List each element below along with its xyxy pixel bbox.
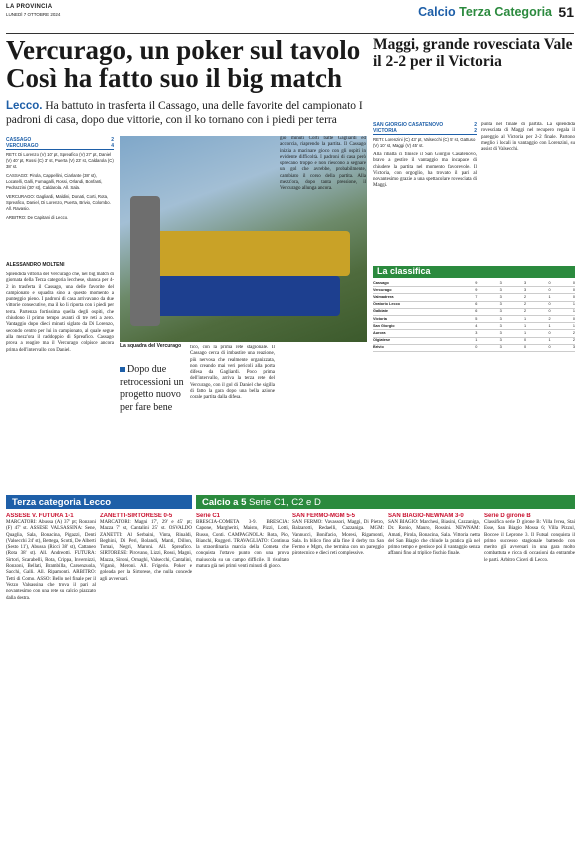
photo-caption: La squadra del Vercurago [120,343,182,349]
side-scorers: RETI: Lorenzini (C) 43' pt, Valsecchi (C) 5' st, Gattuso (V) 10' st, Maggi (V) 45' st. [373,137,476,148]
referee: ARBITRO: De Capitani di Lecco. [6,215,69,220]
side-score-home: SAN GIORGIO CASATENOVO 2 [373,122,477,128]
main-body-col1: Splendida vittoria del Vercurago che, nel big match di giornata della Terza categoria lecchese, sbanca per 4-2 in trasferta il Cassago, una delle favorite del campionato e squadra sino a questo momento a punteggio pieno. I padroni di casa arrivavano da due vittorie consecutive, ma il ko li riporta con i piedi per terra. Partenza fortissima quella degli ospiti, che chiudono il primo tempo avanti di tre reti a zero. Vantaggio dopo dieci minuti siglato da Di Lorenzo, secondo centro per lui in campionato, al quale segue alla mezz'ora il raddoppio di Spreafico. Cassago prova a reagire ma il Vercurago colpisce ancora prima dell'intervallo con Daniel. [6,272,114,353]
issue-date: LUNEDÌ 7 OTTOBRE 2024 [6,12,61,17]
standing-stat: 0 [524,338,527,343]
standing-row [373,280,575,287]
standing-row [373,302,575,309]
standing-stat: 3 [499,345,502,350]
standing-stat: 3 [499,302,502,307]
standing-stat: 0 [572,287,575,292]
standing-row [373,309,575,316]
standing-stat: 3 [499,330,502,335]
standing-stat: 3 [524,280,527,285]
standing-stat: 1 [524,316,527,321]
section-title: Calcio Terza Categoria [418,5,552,19]
bottom-col5: SAN BIAGIO-NEWNAM 3-0 SAN BIAGIO: Marchesi, Biasini, Cazzaniga, Dr. Ronio, Mauro, Rossini. NEWNAM: Amati, Pirola, Bonacina, Sala. Vittoria netta del San Biagio che chiude la pratica già nel primo tempo e gestisce poi il vantaggio senza affanni fino al triplice fischio finale. [388,513,480,557]
standing-stat: 0 [548,287,551,292]
standing-stat: 4 [475,323,478,328]
standing-stat: 2 [572,338,575,343]
standing-stat: 2 [524,309,527,314]
section-band-futsal: Calcio a 5 Serie C1, C2 e D [196,495,575,509]
side-score-away: VICTORIA 2 [373,128,477,134]
standing-stat: 0 [548,302,551,307]
standing-team: Oratorio Lecco [373,302,401,307]
standing-stat: 3 [499,287,502,292]
pull-quote: Dopo due retrocessioni un progetto nuovo per fare bene [120,364,184,413]
lineup-away: VERCURAGO: Gagliardi, Maldini, Donati, Corti, Rota, Spreafico, Daniel, Di Lorenzo, Puerta, Brivio, Colombo. All. Ravasio. [6,194,111,211]
side-headline: Maggi, grande rovesciata Vale il 2-2 per il Victoria [373,36,573,70]
standing-team: Vercurago [373,287,392,292]
standing-stat: 0 [572,294,575,299]
lineup-home: CASSAGO: Pirola, Cappellini, Ciarlante (38' st), Locatelli, Galli, Fumagalli, Rossi, Orlandi, Bonfanti, Pedrazzini (30' st), Caldarola. All. Sala. [6,173,103,190]
standing-stat: 3 [572,345,575,350]
standing-team: Valmadrera [373,294,394,299]
standing-stat: 7 [475,294,478,299]
standing-stat: 0 [548,280,551,285]
standing-team: Victoria [373,316,387,321]
standing-stat: 0 [572,280,575,285]
standing-stat: 2 [548,316,551,321]
standing-stat: 1 [475,338,478,343]
standing-row [373,323,575,330]
bottom-col2: ZANETTI-SIRTORESE 0-5 MARCATORI: Magni 17', 29' e 45' pt; Mazza 7' st, Cantalini 25' st. OSVALDO ZANETTI: Al Serbaini, Vinta, Rinaldi, Beghini, Di Peri, Bolandi, Manti, Dillon, Tomai, Negri, Maroni. All. Spreafico. SIRTORESE: Pirovano, Lizzi, Rossi, Magni, Mazza, Sironi, Ornaghi, Valsecchi, Cantalini, Viganò, Meroni. All. Frigerio. Poker e goleada per la Sirtorese, che nulla concede agli avversari. [100,513,192,582]
standing-team: San Giorgio [373,323,395,328]
standing-stat: 2 [572,330,575,335]
standing-stat: 0 [548,345,551,350]
standing-stat: 3 [499,323,502,328]
standing-row [373,287,575,294]
standing-stat: 5 [475,316,478,321]
standing-team: Cassago [373,280,389,285]
standing-stat: 3 [499,294,502,299]
side-match-box [373,122,477,262]
main-lead: Lecco. Ha battuto in trasferta il Cassago, una delle favorite del campionato I padroni di casa, dopo due vittorie, con il ko tornano con i piedi per terra [6,100,363,126]
standing-team: Aurora [373,330,386,335]
match-box [6,137,114,257]
standing-stat: 6 [475,302,478,307]
standing-stat: 0 [524,345,527,350]
standing-stat: 6 [475,309,478,314]
standing-stat: 3 [499,280,502,285]
standings-band: La classifica [373,266,575,278]
standing-stat: 9 [475,287,478,292]
score-row-away: VERCURAGO 4 [6,143,114,149]
standings-rows [373,280,575,352]
standing-stat: 1 [524,330,527,335]
standing-team: Galbiate [373,309,388,314]
standing-row [373,316,575,323]
main-body-col2: fico, con la prima rete stagionale. Il Cassago cerca di imbastire una reazione, più nervosa che realmente organizzata, non creando mai veri pericoli alla porta difesa da Gagliardi. Poco prima dell'intervallo, arriva la terza rete del Vercurago, con il gol di Daniel che sigilla di fatto la gara dopo una bella azione corale partita dalla difesa. [190,345,275,401]
standing-team: Brivio [373,345,384,350]
standing-stat: 3 [524,287,527,292]
bottom-col1: ASSESE V. FUTURA 1-1 MARCATORI: Abussa (A) 37' pt; Ronzoni (F) 47' st. ASSESE VALSASSINA: Sene, Quaglia, Sala, Bonacina, Pigazzi, Denti (Valsecchi 24' st), Bettega, Scotti, De Alberti (Sesto 11'), Abussa (Ricci 38' st), Cattaneo (Rota 38' st). All. Andreotti. FUTURA: Sirtori, Scarabelli, Rota, Crippa, Invernizzi, Ronzoni, Bellati, Brambilla, Carsenzuola, Sacchi, Galli. All. Ripamonti. ARBITRO: Tetti di Como. ASSO: Bello nel finale per il Vezzo Valsassina che trova il pari al novantesimo con una rete su calcio piazzato dalla destra. [6,513,96,601]
standing-stat: 1 [548,338,551,343]
standing-stat: 1 [572,323,575,328]
standing-team: Olgiatese [373,338,391,343]
standing-stat: 3 [499,316,502,321]
main-body-col3: gio minuti Corti batte Gagliardi ed accorcia, riaprendo la partita. Il Cassago inizia a macinare gioco con gli ospiti in evidente difficoltà. I padroni di casa però sprecano troppo e non riescono a segnare un gol che avrebbe, probabilmente, cambiato il corso della partita. Alla mezz'ora, dopo tanta pressione, il Vercurago allunga ancora. [280,136,366,192]
standing-stat: 1 [548,323,551,328]
bottom-col3: Serie C1 BRESCIA-COMETA 3-9. BRESCIA: Capone, Margheriti, Maisto, Pizzi, Lotti, Russo, Conti. CAMPAGNOLA: Rota, Pio, Bianchi, Ruggeri. TRAVAGLIATO: Continua la straordinaria marcia della Cometa che conquista l'ottavo punto con una prova maiuscola su un campo difficile. Il risultato matura già nei primi venti minuti di gioco. [196,513,289,570]
standing-row [373,294,575,301]
side-body-col2: punta nel finale di partita. La splendida rovesciata di Maggi nel recupero regala il pareggio al Victoria per 2-2 finale. Partono meglio i locali in vantaggio con Lorenzini, su assist di Valsecchi. [481,122,575,153]
standing-stat: 3 [475,330,478,335]
standing-stat: 0 [475,345,478,350]
standing-stat: 2 [524,294,527,299]
standings-table [373,280,575,490]
side-body: Alla ribalta ci finisce il San Giorgio Casatenovo, bravo a gestire il vantaggio ma incapace di chiudere la partita nel momento favorevole. Il Victoria, con orgoglio, ha trovato il pari al novantesimo grazie a una spettacolare rovesciata di Maggi. [373,152,477,189]
standing-stat: 1 [572,309,575,314]
standing-row [373,338,575,345]
standing-stat: 1 [572,302,575,307]
bottom-col4: SAN FERMO-MGM 5-5 SAN FERMO: Vavassori, Maggi, Di Pietro, Balzarotti, Redaelli, Cazzaniga. MGM: Vannucci, Bonifacio, Moresi, Rigamonti, Sala. In bilico fino alla fine il derby tra San Fermo e Mgm, che termina con un pareggio pirotecnico e dieci reti complessive. [292,513,384,557]
standing-stat: 0 [548,309,551,314]
page-header [6,4,574,34]
author-line: ALESSANDRO MOLTENI [6,262,65,268]
bottom-col6: Serie D girone B Classifica serie D girone B: Villa Ivrea, Stai Esse, San Biagio Mossa 6; Villa Pizzul, Boccee il Leprone 3. Il Futsal conquista il primo successo stagionale battendo con merito gli avversari in una gara molto combattuta e ricca di occasioni da entrambe le parti. Arbitro Ciceri di Lecco. [484,513,575,563]
standing-stat: 0 [572,316,575,321]
page-number: 51 [558,4,574,20]
standing-row [373,330,575,337]
standing-stat: 9 [475,280,478,285]
scorers: RETI: Di Lorenzo (V) 10' pt, Spreafico (V) 27' pt, Daniel (V) 40' pt, Rossi (C) 3' st, Puerta (V) 23' st, Caldarola (C) 38' st. [6,152,114,169]
standing-stat: 2 [524,302,527,307]
standing-stat: 3 [499,338,502,343]
score-row-home: CASSAGO 2 [6,137,114,143]
newspaper-name: LA PROVINCIA [6,4,53,10]
standing-stat: 3 [499,309,502,314]
standing-stat: 1 [524,323,527,328]
standing-stat: 0 [548,330,551,335]
standing-stat: 1 [548,294,551,299]
main-headline: Vercurago, un poker sul tavolo Così ha fatto suo il big match [6,35,361,93]
section-band-lecco: Terza categoria Lecco [6,495,192,509]
standing-row [373,345,575,352]
